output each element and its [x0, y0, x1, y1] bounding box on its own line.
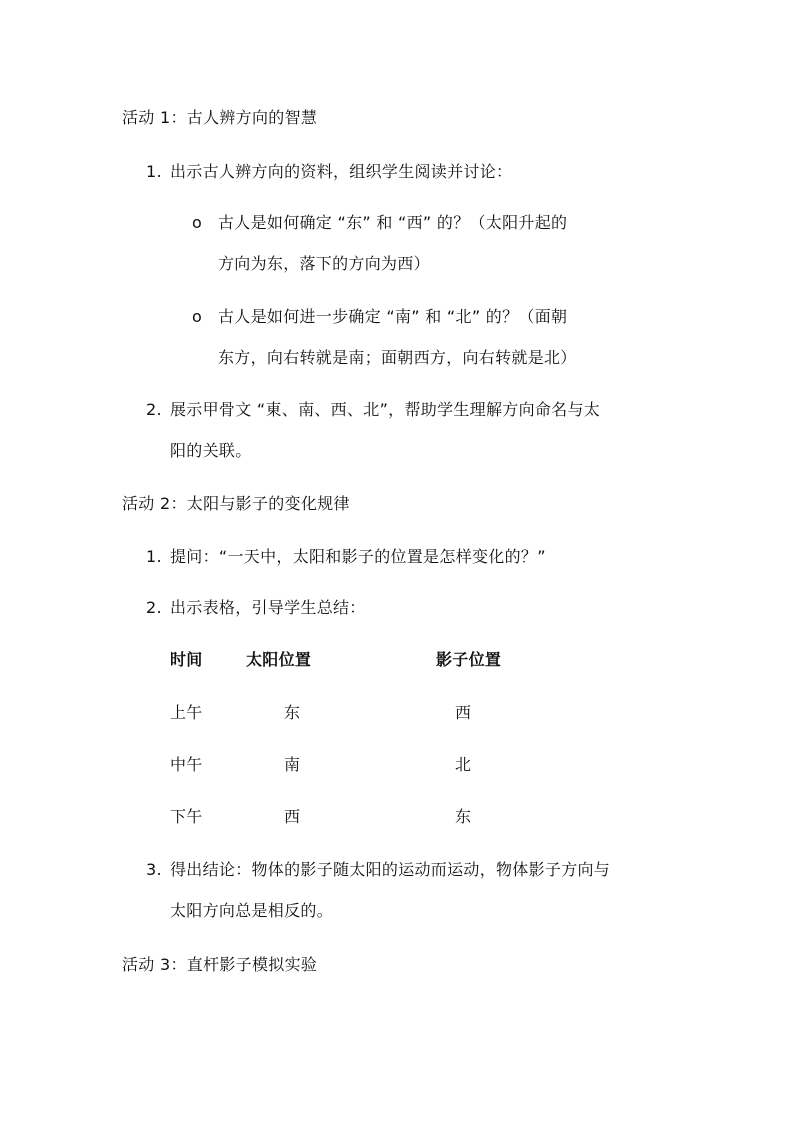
activity-1-item-2-number: 2. — [146, 400, 162, 419]
bullet-marker: o — [192, 307, 203, 326]
table-header-sun-position: 太阳位置 — [246, 650, 312, 669]
bullet-marker: o — [192, 213, 203, 232]
activity-2-item-3-number: 3. — [146, 860, 162, 879]
table-cell: 上午 — [170, 703, 203, 722]
bullet-2-line-1: 古人是如何进一步确定 “南” 和 “北” 的？（面朝 — [218, 307, 568, 326]
table-header-time: 时间 — [170, 650, 203, 669]
activity-1-item-2-line-1: 展示甲骨文 “東、南、西、北”，帮助学生理解方向命名与太 — [170, 400, 601, 419]
table-header-shadow-position: 影子位置 — [436, 650, 502, 669]
table-cell: 南 — [284, 755, 301, 774]
activity-2-heading: 活动 2：太阳与影子的变化规律 — [122, 494, 350, 513]
table-cell: 西 — [284, 807, 301, 826]
table-cell: 西 — [455, 703, 472, 722]
activity-1-item-1-number: 1. — [146, 162, 162, 181]
activity-2-item-3-line-2: 太阳方向总是相反的。 — [170, 901, 334, 920]
bullet-1-line-2: 方向为东，落下的方向为西） — [218, 254, 430, 273]
table-cell: 中午 — [170, 755, 203, 774]
table-cell: 北 — [455, 755, 472, 774]
activity-3-heading: 活动 3：直杆影子模拟实验 — [122, 955, 318, 974]
activity-1-item-1-text: 出示古人辨方向的资料，组织学生阅读并讨论： — [170, 162, 513, 181]
activity-1-heading: 活动 1：古人辨方向的智慧 — [122, 108, 318, 127]
activity-2-item-2-number: 2. — [146, 598, 162, 617]
table-cell: 下午 — [170, 807, 203, 826]
activity-2-item-2-text: 出示表格，引导学生总结： — [170, 598, 366, 617]
table-cell: 东 — [284, 703, 301, 722]
activity-2-item-1-text: 提问：“一天中，太阳和影子的位置是怎样变化的？” — [170, 547, 546, 566]
activity-2-item-1-number: 1. — [146, 547, 162, 566]
activity-1-item-2-line-2: 阳的关联。 — [170, 441, 252, 460]
activity-2-item-3-line-1: 得出结论：物体的影子随太阳的运动而运动，物体影子方向与 — [170, 860, 611, 879]
table-cell: 东 — [455, 807, 472, 826]
bullet-1-line-1: 古人是如何确定 “东” 和 “西” 的？（太阳升起的 — [218, 213, 568, 232]
bullet-2-line-2: 东方，向右转就是南；面朝西方，向右转就是北） — [218, 348, 577, 367]
